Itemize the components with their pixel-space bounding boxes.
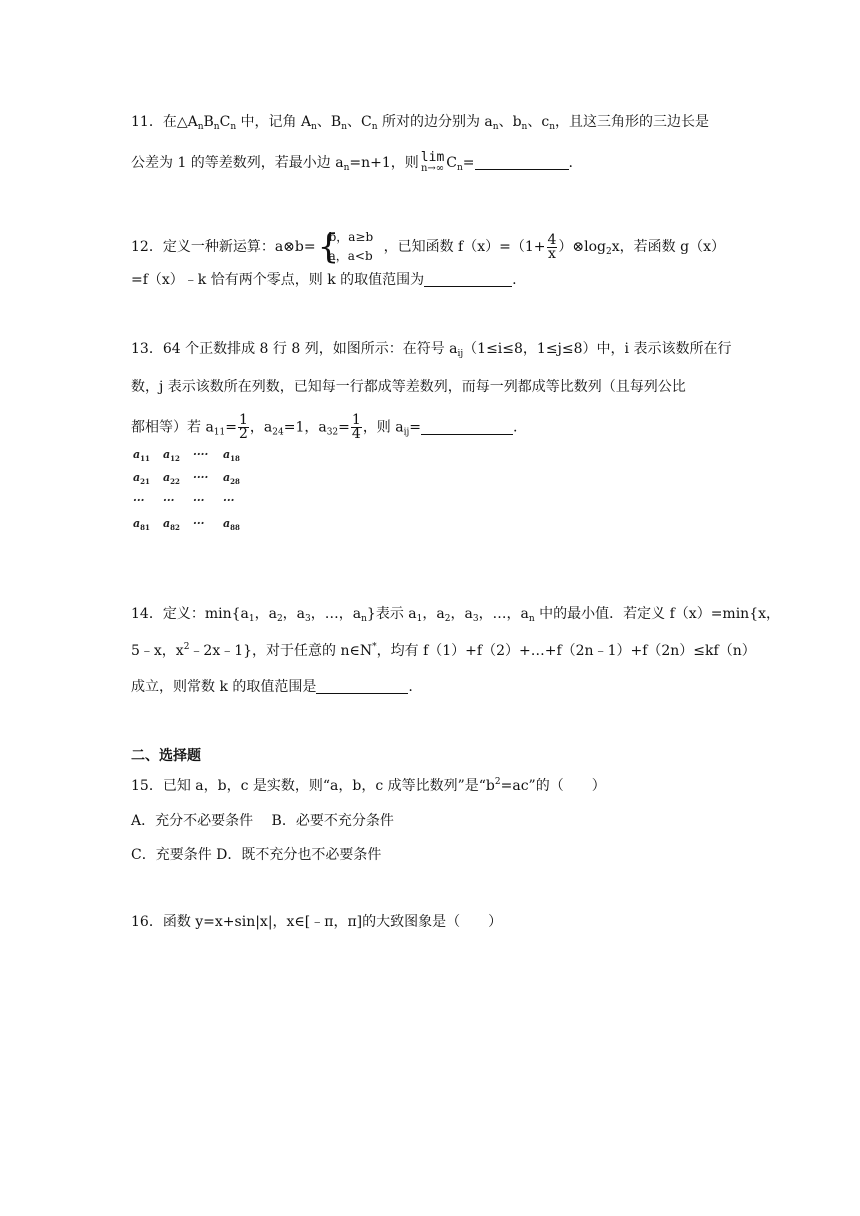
piecewise-definition: { b，a≥b a，a<b bbox=[317, 227, 374, 267]
matrix-row bbox=[133, 466, 253, 489]
q15-options-ab[interactable]: A．充分不必要条件 B．必要不充分条件 bbox=[131, 813, 394, 829]
q13-line3: 都相等）若 $a_{11}=$ $\frac{1}{2}$ ，$a_{24}=1$，$a_{32}=$ $\frac{1}{4}$ ，则 $a_{ij}=$ . bbox=[131, 412, 518, 442]
matrix-cell: ··· bbox=[193, 517, 205, 530]
matrix-cell: $a_{81}$ bbox=[133, 517, 150, 532]
limit-expression: lim n→∞ bbox=[420, 150, 445, 174]
fraction-one-quarter: $\frac{1}{4}$ bbox=[351, 412, 361, 442]
q14-line1: 14．定义：$\min\{a_1$，$a_2$，$a_3$，…，$a_n$}表示 $a_1$，$a_2$，$a_3$，…，$a_n$ 中的最小值．若定义 f（x）=min{x， bbox=[131, 606, 780, 624]
q15-options-cd[interactable]: C．充要条件 D．既不充分也不必要条件 bbox=[131, 847, 382, 863]
matrix-cell: $a_{28}$ bbox=[223, 471, 240, 486]
matrix-cell: ···· bbox=[193, 448, 209, 461]
q14-line2: 5﹣x，$x^2﹣2x﹣1$}，对于任意的 n∈N*，均有 f（1）+f（2）+…+f（2n﹣1）+f（2n）≤kf（n） bbox=[131, 642, 756, 659]
q11-line1: 11．在$\triangle A_nB_nC_n$ 中，记角 $A_n$、$B_n$、$C_n$ 所对的边分别为 $a_n$、$b_n$、$c_n$，且这三角形的三边长是 bbox=[131, 114, 709, 132]
q14-line3: 成立，则常数 k 的取值范围是 . bbox=[131, 679, 413, 695]
matrix-cell: ··· bbox=[223, 494, 235, 507]
matrix-cell: ···· bbox=[193, 471, 209, 484]
matrix-cell: $a_{18}$ bbox=[223, 448, 240, 463]
answer-blank[interactable] bbox=[475, 154, 569, 170]
fraction-4-over-x: $\frac{4}{x}$ bbox=[547, 231, 557, 262]
matrix-cell: $a_{11}$ bbox=[133, 448, 150, 463]
matrix-cell: $a_{21}$ bbox=[133, 471, 150, 486]
q13-line1: 13．64 个正数排成 8 行 8 列，如图所示：在符号 $a_{ij}(1\le i\le 8$，1≤j≤8）中，i 表示该数所在行 bbox=[131, 341, 732, 359]
matrix-cell: $a_{88}$ bbox=[223, 517, 240, 532]
matrix-cell: ··· bbox=[163, 494, 175, 507]
q11-line2: 公差为 1 的等差数列，若最小边 $a_n=n+1$，则 lim n→∞ $C_n=$ . bbox=[131, 150, 573, 174]
answer-blank[interactable] bbox=[316, 678, 408, 694]
matrix-row bbox=[133, 443, 253, 466]
section-heading: 二、选择题 bbox=[131, 748, 201, 764]
q13-line2: 数，j 表示该数所在列数，已知每一行都成等差数列，而每一列都成等比数列（且每列公比 bbox=[131, 379, 686, 395]
q16-stem: 16．函数 y=x+sin|x|，x∈[﹣π，π]的大致图象是（ ） bbox=[131, 914, 503, 930]
matrix-cell: $a_{22}$ bbox=[163, 471, 180, 486]
answer-blank[interactable] bbox=[424, 271, 512, 287]
matrix-row bbox=[133, 512, 253, 535]
fraction-one-half: $\frac{1}{2}$ bbox=[238, 412, 248, 442]
matrix-cell: $a_{12}$ bbox=[163, 448, 180, 463]
q15-stem: 15．已知 a，b，c 是实数，则“a，b，c 成等比数列”是“$b^2=ac$”的（ ） bbox=[131, 777, 606, 794]
matrix-cell: ··· bbox=[193, 494, 205, 507]
matrix-figure bbox=[133, 443, 253, 535]
q12-line1: 12．定义一种新运算：a⊗b= { b，a≥b a，a<b ，已知函数 f（x）=（1+ $\frac{4}{x}$ ）$\otimes\log_2x$，若函数 g（x） bbox=[131, 227, 725, 267]
matrix-row bbox=[133, 489, 253, 512]
matrix-cell: $a_{82}$ bbox=[163, 517, 180, 532]
matrix-cell: ··· bbox=[133, 494, 145, 507]
answer-blank[interactable] bbox=[421, 419, 513, 435]
q12-line2: =f（x）﹣k 恰有两个零点，则 k 的取值范围为 . bbox=[131, 272, 517, 288]
